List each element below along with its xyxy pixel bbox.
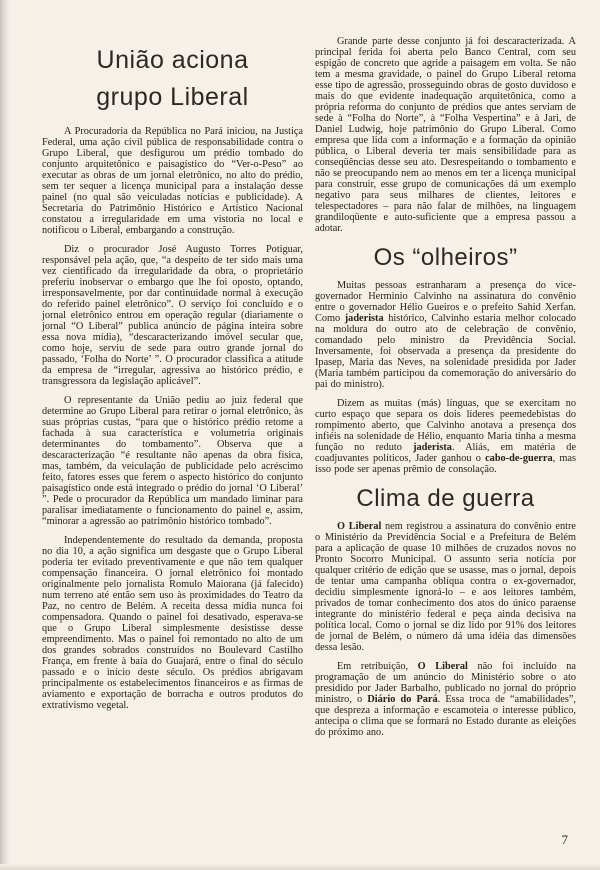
left-column	[42, 0, 303, 719]
section-heading-olheiros: Os “olheiros”	[373, 244, 518, 271]
headline-line-2: grupo Liberal	[96, 83, 249, 111]
article-paragraph: A Procuradoria da República no Pará iniciou, na Justiça Federal, uma ação civil pública de responsabilidade contra o Grupo Liberal, que desfigurou um prédio tombado do conjunto arquitetônico e paisagístico do “Ver-o-Peso” ao executar as obras de um jornal eletrônico, no alto do prédio, sem ter sequer a licença municipal para a instalação desse painel (no qual são veiculadas notícias e publicidade). A Secretaria do Patrimônio Histórico e Artístico Nacional constatou a irregularidade em uma vistoria no local e notificou o Liberal, embargando a construção.	[42, 126, 303, 236]
page-bottom-edge-shadow	[0, 864, 600, 870]
right-top-paragraphs	[315, 36, 576, 234]
page-left-edge-shadow	[0, 0, 10, 870]
article-paragraph: O representante da União pediu ao juiz federal que determine ao Grupo Liberal para retirar o jornal eletrônico, às suas próprias custas, “para que o histórico prédio retome a fachada à sua característica e volumetria originais determinantes do tombamento”. Observa que a descaracterização “é resultante não apenas da obra física, mas, também, da veiculação de publicidade pelo acréscimo feito, fatores esses que ferem o aspecto histórico do conjunto paisagístico onde está integrado o prédio do jornal ‘O Liberal’ ”. Pede o procurador da República um mandado liminar para paralisar imediatamente o funcionamento do painel e, assim, “minorar a agressão ao patrimônio histórico tombado”.	[42, 395, 303, 527]
right-column	[315, 0, 576, 746]
olheiros-paragraphs	[315, 280, 576, 475]
article-paragraph: Em retribuição, O Liberal não foi incluído na programação de um anúncio do Ministério sobre o ato presidido por Jader Barbalho, publicado no jornal do próprio ministro, o Diário do Pará. Essa troca de “amabilidades”, que despreza a informação e escamoteia o interesse público, antecipa o clima que se formará no Estado durante as eleições do próximo ano.	[315, 661, 576, 738]
article-paragraph: Grande parte desse conjunto já foi descaracterizada. A principal ferida foi aberta pelo Banco Central, com seu espigão de concreto que agride a paisagem em volta. Se não tem a mesma gravidade, o painel do Grupo Liberal retoma esse tipo de agressão, prosseguindo obras de gosto duvidoso e mais do que evidente inadequação arquitetônica, como a própria reforma do conjunto de prédios que antes serviam de sede à “Folha do Norte”, à “Folha Vespertina” e à Jari, de Daniel Ludwig, hoje patrimônio do Grupo Liberal. Como empresa que lida com a informação e a formação da opinião pública, o Liberal deveria ter mais sensibilidade para as conseqüências desse seu ato. Desrespeitando o tombamento e não se preocupando nem ao menos em ter a licença municipal para construir, esse grupo de comunicações dá um exemplo negativo para seus milhares de clientes, leitores e telespectadores – para não falar de milhões, na linguagem grandiloqüente e auto-suficiente que a empresa passou a adotar.	[315, 36, 576, 234]
article-paragraph: Muitas pessoas estranharam a presença do vice-governador Herminio Calvinho na assinatura do convênio entre o governador Hélio Gueiros e o prefeito Sahid Xerfan. Como jaderista histórico, Calvinho estaria melhor colocado na moldura do outro ato de celebração de convênio, comandado pelo ministro da Previdência Social. Inversamente, foi observada a presença da presidente do Ipasep, Maria das Neves, na solenidade presidida por Jader (Maria também participou da comemoração do aniversário do pai do ministro).	[315, 280, 577, 390]
page-number: 7	[561, 832, 568, 847]
headline-line-1: União aciona	[96, 46, 249, 74]
article-paragraph: O Liberal nem registrou a assinatura do convênio entre o Ministério da Previdência Social e a Prefeitura de Belém para a aplicação de quase 10 milhões de cruzados novos no Pronto Socorro Municipal. O assunto seria notícia por qualquer critério de edição que se usasse, mas o jornal, depois de tentar uma campanha oblíqua contra o ex-governador, decidiu simplesmente ignorá-lo – e aos leitores também, privados de tomar conhecimento dos atos do único paraense integrante do ministério federal e peça ainda decisiva na política local. Como o jornal se diz lido por 91% dos leitores de jornal de Belém, o número dá uma idéia das dimensões dessa lesão.	[315, 521, 576, 653]
article-paragraph: Diz o procurador José Augusto Torres Potiguar, responsável pela ação, que, “a despeito de ter sido mais uma vez cientificado da irregularidade da obra, o proprietário preferiu inobservar o embargo que lhe foi oposto, optando, irresponsavelmente, por dar continuidade normal à execução do referido painel eletrônico”. O serviço foi concluído e o jornal eletrônico entrou em operação regular (diariamente o jornal “O Liberal” publica anúncio de página inteira sobre essa nova mídia), “descaracterizando imóvel secular que, como hoje, serviu de sede para outro grande jornal do passado, ‘Folha do Norte’ ”. O procurador classifica a atitude da empresa de “irregular, agressiva ao histórico prédio, e transgressora da legislação aplicável”.	[42, 244, 303, 387]
left-column-paragraphs	[42, 126, 303, 711]
article-headline	[42, 42, 303, 116]
clima-paragraphs	[315, 521, 576, 738]
article-paragraph: Independentemente do resultado da demanda, proposta no dia 10, a ação significa um desgaste que o Grupo Liberal poderia ter evitado preventivamente e que não tem qualquer compensação financeira. O jornal eletrônico foi montado originalmente pelo jornalista Romulo Maiorana (já falecido) num terreno até então sem uso às proximidades do Teatro da Paz, no centro de Belém. A receita dessa mídia nunca foi compensadora. Quando o painel foi desativado, esperava-se que o Grupo Liberal simplesmente desistisse desse empreendimento. Mas o painel foi remontado no alto de um dos grandes sobrados construídos no Boulevard Castilho França, em frente à baía do Guajará, entre o final do século passado e o início deste século. Os prédios abrigavam principalmente os estabelecimentos financeiros e as firmas de aviamento e exportação de borracha e outros produtos do extrativismo vegetal.	[42, 535, 303, 711]
right-column-top-spacer	[315, 0, 576, 36]
section-heading-clima-de-guerra: Clima de guerra	[356, 485, 535, 512]
article-paragraph: Dizem as muitas (más) línguas, que se exercitam no curto espaço que separa os dois líderes peemedebistas do rompimento aberto, que Calvinho anotava a presença dos infiéis na solenidade de Hélio, enquanto Maria tinha a mesma função no reduto jaderista. Aliás, em matéria de coadjuvantes políticos, Jader ganhou o cabo-de-guerra, mas isso pode ser apenas prêmio de consolação.	[315, 398, 577, 475]
